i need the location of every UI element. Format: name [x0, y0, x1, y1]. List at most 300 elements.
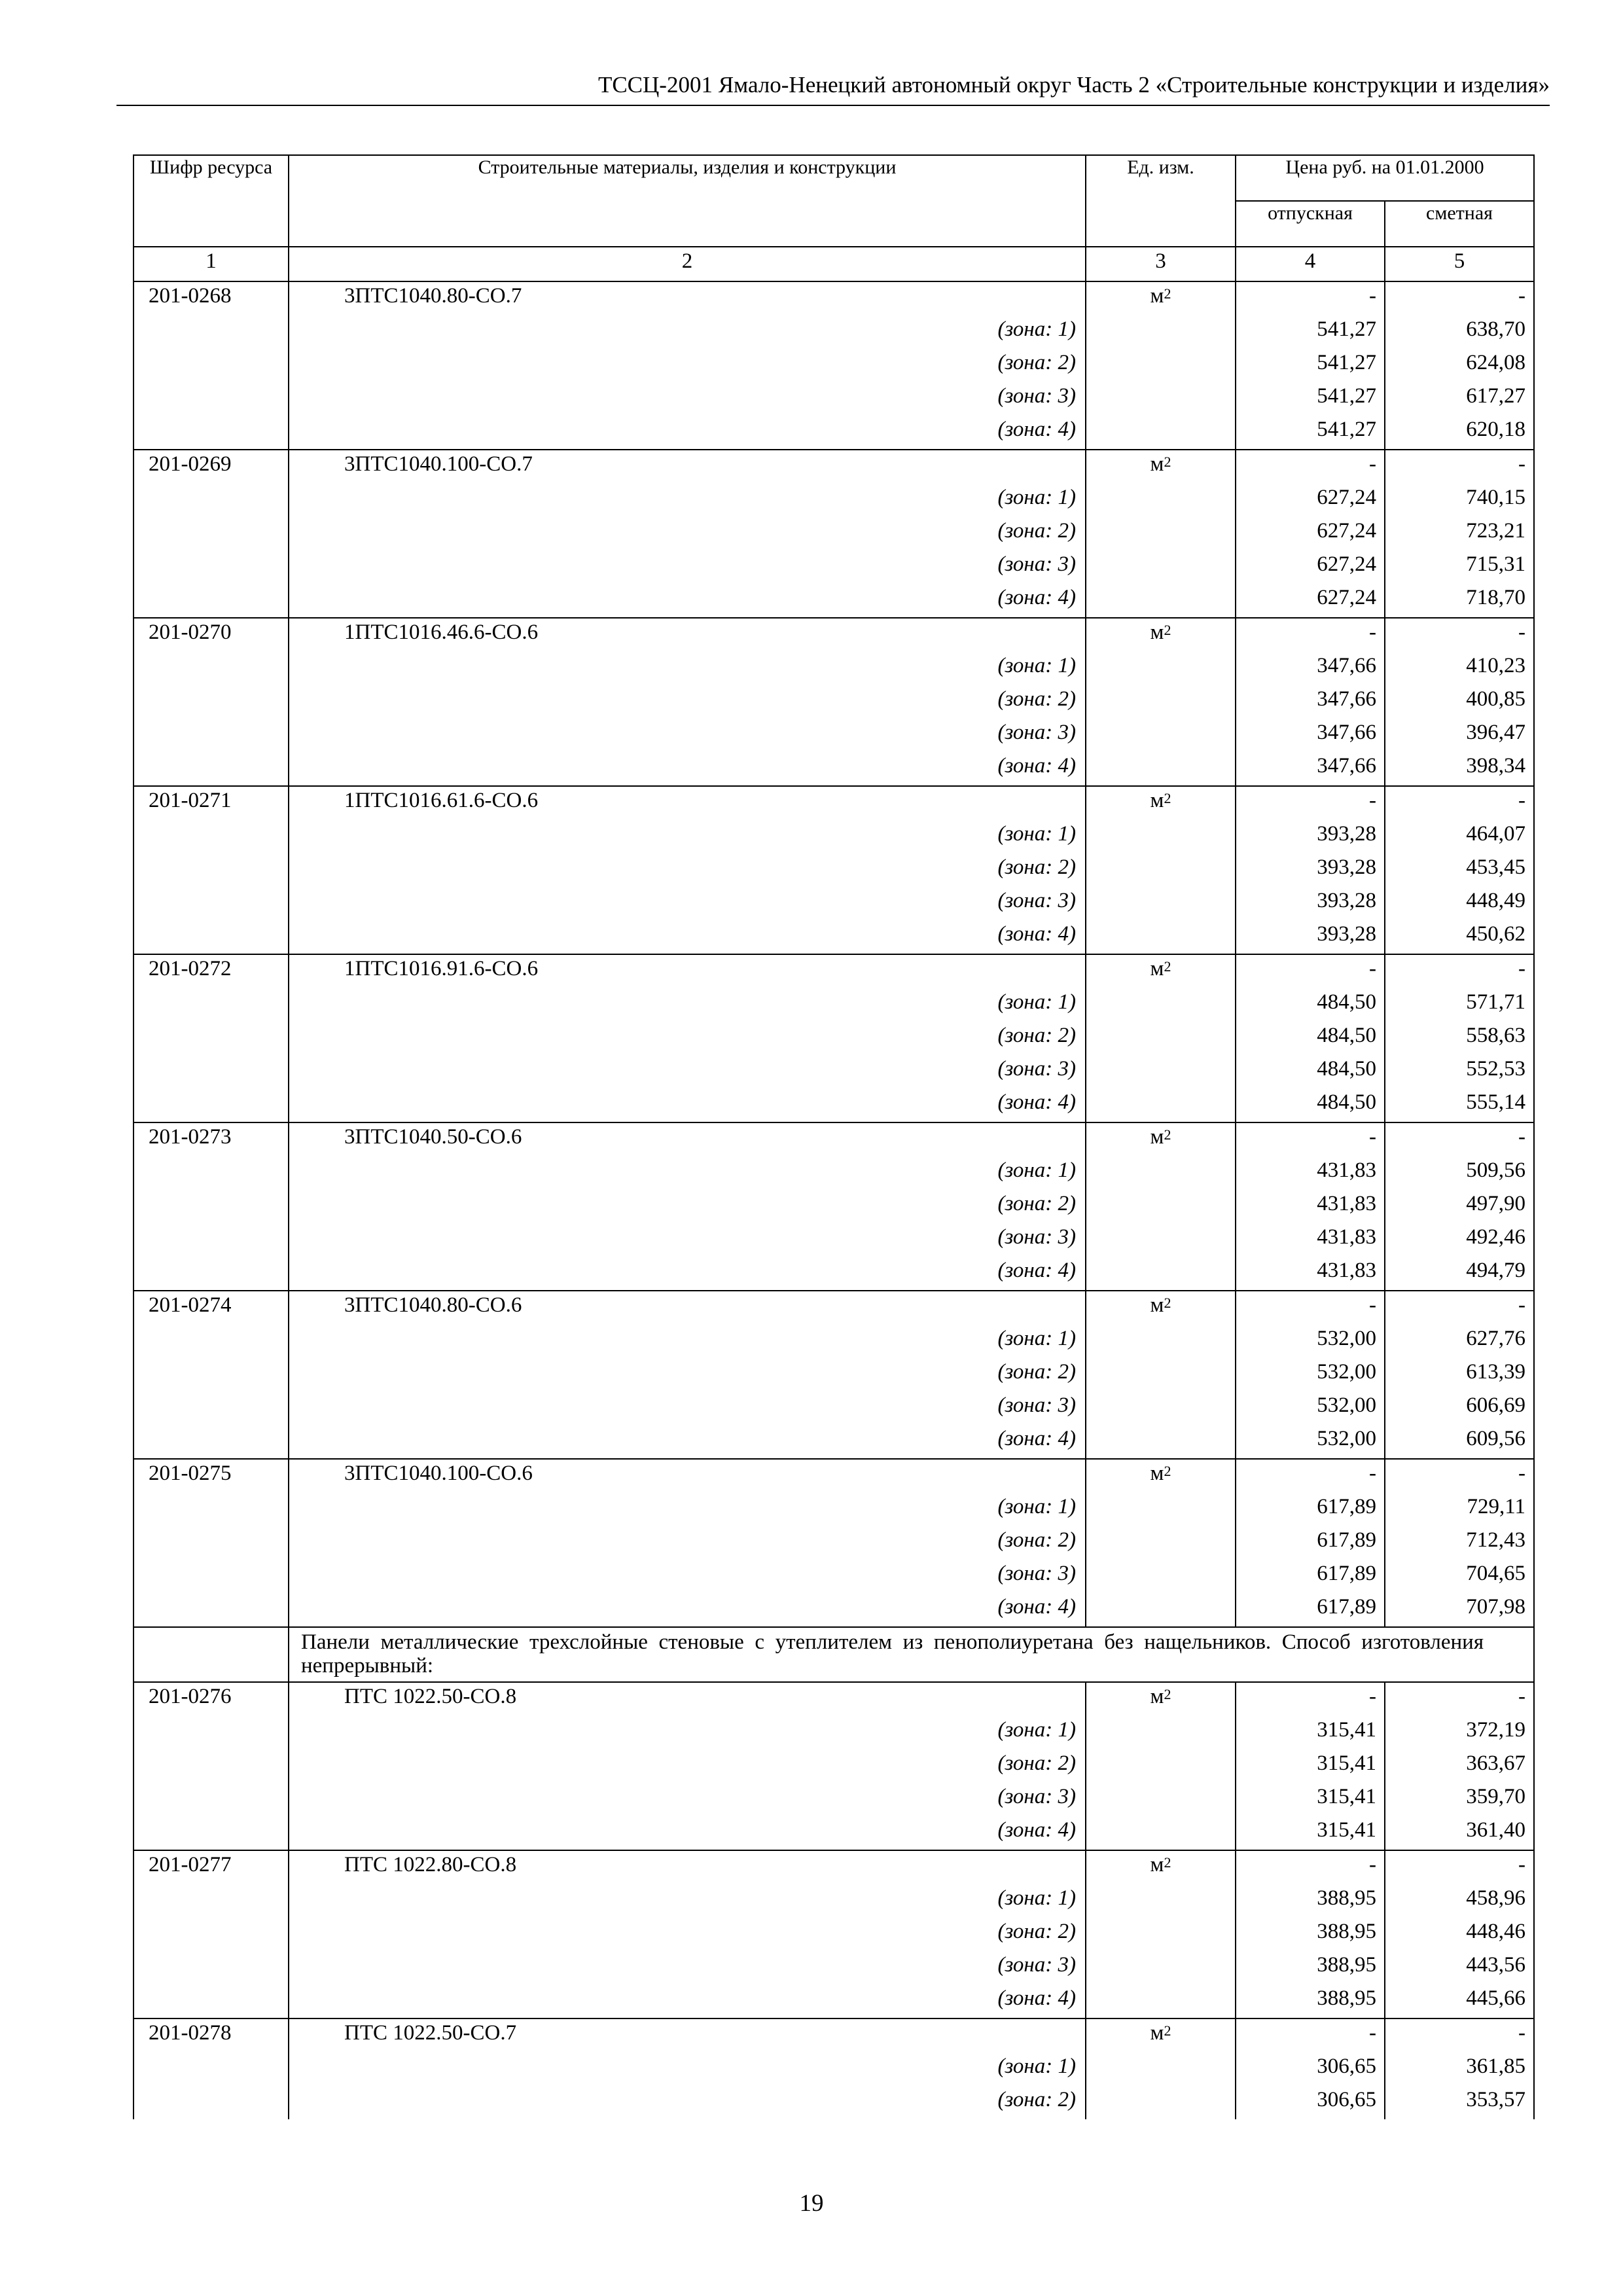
estimate-price: 450,62 — [1385, 920, 1534, 954]
release-price: 393,28 — [1236, 853, 1385, 887]
empty-code-cell — [134, 2086, 289, 2119]
zone-row — [134, 1984, 1534, 2018]
empty-code-cell — [134, 1190, 289, 1223]
column-header-unit: Ед. изм. — [1086, 155, 1236, 247]
unit-cell — [1086, 1122, 1236, 1157]
zone-row — [134, 719, 1534, 752]
table-row — [134, 1850, 1534, 1884]
release-price: - — [1236, 281, 1385, 315]
empty-unit-cell — [1086, 719, 1236, 752]
empty-code-cell — [134, 652, 289, 685]
empty-code-cell — [134, 1526, 289, 1560]
estimate-price: 558,63 — [1385, 1022, 1534, 1055]
table-row — [134, 786, 1534, 820]
unit-base: м — [1150, 1125, 1164, 1149]
unit-base: м — [1150, 957, 1164, 980]
estimate-price: 707,98 — [1385, 1593, 1534, 1627]
zone-row — [134, 1526, 1534, 1560]
unit-base: м — [1150, 1462, 1164, 1485]
release-price: - — [1236, 450, 1385, 484]
estimate-price: 723,21 — [1385, 517, 1534, 550]
zone-label: (зона: 1) — [289, 2053, 1086, 2086]
empty-unit-cell — [1086, 820, 1236, 853]
empty-unit-cell — [1086, 1190, 1236, 1223]
empty-unit-cell — [1086, 1884, 1236, 1918]
zone-label: (зона: 2) — [289, 1749, 1086, 1783]
zone-label: (зона: 4) — [289, 1816, 1086, 1850]
zone-row — [134, 584, 1534, 618]
empty-code-cell — [134, 1716, 289, 1749]
table-body — [134, 281, 1534, 2119]
estimate-price: 620,18 — [1385, 416, 1534, 450]
zone-row — [134, 752, 1534, 786]
release-price: - — [1236, 1459, 1385, 1493]
estimate-price: 715,31 — [1385, 550, 1534, 584]
empty-unit-cell — [1086, 1749, 1236, 1783]
estimate-price: 740,15 — [1385, 484, 1534, 517]
empty-code-cell — [134, 1157, 289, 1190]
release-price: 388,95 — [1236, 1918, 1385, 1951]
estimate-price: 606,69 — [1385, 1391, 1534, 1425]
estimate-price: 497,90 — [1385, 1190, 1534, 1223]
release-price: - — [1236, 786, 1385, 820]
zone-label: (зона: 3) — [289, 887, 1086, 920]
estimate-price: - — [1385, 786, 1534, 820]
release-price: 541,27 — [1236, 349, 1385, 382]
estimate-price: 398,34 — [1385, 752, 1534, 786]
zone-label: (зона: 1) — [289, 988, 1086, 1022]
zone-row — [134, 685, 1534, 719]
zone-row — [134, 1951, 1534, 1984]
zone-row — [134, 1088, 1534, 1122]
zone-row — [134, 1560, 1534, 1593]
zone-label: (зона: 3) — [289, 382, 1086, 416]
empty-unit-cell — [1086, 1918, 1236, 1951]
empty-code-cell — [134, 550, 289, 584]
zone-row — [134, 1918, 1534, 1951]
unit-cell — [1086, 618, 1236, 652]
estimate-price: 509,56 — [1385, 1157, 1534, 1190]
zone-row — [134, 484, 1534, 517]
empty-unit-cell — [1086, 1325, 1236, 1358]
empty-unit-cell — [1086, 1593, 1236, 1627]
column-header-estimate: сметная — [1385, 201, 1534, 247]
zone-label: (зона: 4) — [289, 1088, 1086, 1122]
release-price: 617,89 — [1236, 1593, 1385, 1627]
table-row — [134, 281, 1534, 315]
estimate-price: 396,47 — [1385, 719, 1534, 752]
unit-cell — [1086, 1850, 1236, 1884]
zone-row — [134, 1884, 1534, 1918]
estimate-price: - — [1385, 2018, 1534, 2053]
empty-code-cell — [134, 1055, 289, 1088]
empty-code-cell — [134, 1593, 289, 1627]
release-price: 431,83 — [1236, 1190, 1385, 1223]
estimate-price: 494,79 — [1385, 1257, 1534, 1291]
empty-unit-cell — [1086, 1223, 1236, 1257]
unit-cell — [1086, 786, 1236, 820]
estimate-price: 363,67 — [1385, 1749, 1534, 1783]
release-price: - — [1236, 2018, 1385, 2053]
zone-label: (зона: 3) — [289, 1783, 1086, 1816]
empty-unit-cell — [1086, 315, 1236, 349]
table-row — [134, 1291, 1534, 1325]
resource-name: 1ПТС1016.91.6-СО.6 — [289, 954, 1086, 988]
release-price: 393,28 — [1236, 820, 1385, 853]
zone-row — [134, 853, 1534, 887]
empty-code-cell — [134, 685, 289, 719]
table-row — [134, 618, 1534, 652]
resource-code: 201-0272 — [134, 954, 289, 988]
unit-cell — [1086, 1682, 1236, 1716]
zone-row — [134, 1257, 1534, 1291]
zone-label: (зона: 4) — [289, 1257, 1086, 1291]
zone-label: (зона: 4) — [289, 920, 1086, 954]
zone-row — [134, 1783, 1534, 1816]
section-code-cell — [134, 1627, 289, 1682]
estimate-price: 627,76 — [1385, 1325, 1534, 1358]
empty-unit-cell — [1086, 416, 1236, 450]
empty-unit-cell — [1086, 1526, 1236, 1560]
release-price: 617,89 — [1236, 1560, 1385, 1593]
resource-code: 201-0278 — [134, 2018, 289, 2053]
estimate-price: 448,49 — [1385, 887, 1534, 920]
release-price: 627,24 — [1236, 584, 1385, 618]
zone-row — [134, 1055, 1534, 1088]
empty-unit-cell — [1086, 1493, 1236, 1526]
zone-label: (зона: 1) — [289, 1157, 1086, 1190]
empty-unit-cell — [1086, 2053, 1236, 2086]
zone-label: (зона: 2) — [289, 1918, 1086, 1951]
release-price: 431,83 — [1236, 1157, 1385, 1190]
zone-row — [134, 550, 1534, 584]
table-row — [134, 1682, 1534, 1716]
empty-unit-cell — [1086, 1358, 1236, 1391]
estimate-price: 718,70 — [1385, 584, 1534, 618]
unit-exponent: 2 — [1164, 2022, 1171, 2039]
unit-exponent: 2 — [1164, 790, 1171, 806]
release-price: - — [1236, 1122, 1385, 1157]
column-header-release: отпускная — [1236, 201, 1385, 247]
empty-code-cell — [134, 719, 289, 752]
empty-unit-cell — [1086, 584, 1236, 618]
empty-unit-cell — [1086, 652, 1236, 685]
estimate-price: - — [1385, 618, 1534, 652]
estimate-price: 571,71 — [1385, 988, 1534, 1022]
release-price: 532,00 — [1236, 1425, 1385, 1459]
estimate-price: - — [1385, 1459, 1534, 1493]
unit-base: м — [1150, 1685, 1164, 1708]
empty-unit-cell — [1086, 382, 1236, 416]
estimate-price: 361,40 — [1385, 1816, 1534, 1850]
release-price: - — [1236, 954, 1385, 988]
empty-unit-cell — [1086, 1257, 1236, 1291]
zone-label: (зона: 2) — [289, 1526, 1086, 1560]
unit-base: м — [1150, 452, 1164, 476]
resource-code: 201-0275 — [134, 1459, 289, 1493]
empty-code-cell — [134, 988, 289, 1022]
empty-code-cell — [134, 1425, 289, 1459]
page-number: 19 — [799, 2190, 824, 2217]
zone-row — [134, 1190, 1534, 1223]
resource-code: 201-0271 — [134, 786, 289, 820]
section-title: Панели металлические трехслойные стеновые с утеплителем из пенополиуретана без нащельников. Способ изготовления непрерывный: — [289, 1627, 1534, 1682]
unit-base: м — [1150, 2021, 1164, 2045]
empty-unit-cell — [1086, 752, 1236, 786]
release-price: 617,89 — [1236, 1526, 1385, 1560]
estimate-price: 617,27 — [1385, 382, 1534, 416]
resource-code: 201-0270 — [134, 618, 289, 652]
zone-label: (зона: 3) — [289, 550, 1086, 584]
release-price: 315,41 — [1236, 1816, 1385, 1850]
zone-row — [134, 652, 1534, 685]
estimate-price: 624,08 — [1385, 349, 1534, 382]
release-price: - — [1236, 1682, 1385, 1716]
column-number: 1 — [134, 247, 289, 281]
empty-code-cell — [134, 517, 289, 550]
estimate-price: - — [1385, 1122, 1534, 1157]
empty-code-cell — [134, 349, 289, 382]
zone-label: (зона: 1) — [289, 1716, 1086, 1749]
price-table — [133, 154, 1535, 2119]
release-price: 541,27 — [1236, 315, 1385, 349]
release-price: 347,66 — [1236, 719, 1385, 752]
zone-row — [134, 1157, 1534, 1190]
estimate-price: 552,53 — [1385, 1055, 1534, 1088]
empty-code-cell — [134, 1358, 289, 1391]
empty-unit-cell — [1086, 1055, 1236, 1088]
column-number: 4 — [1236, 247, 1385, 281]
column-header-name: Строительные материалы, изделия и конструкции — [289, 155, 1086, 247]
estimate-price: - — [1385, 1682, 1534, 1716]
zone-label: (зона: 4) — [289, 584, 1086, 618]
column-number: 2 — [289, 247, 1086, 281]
estimate-price: 448,46 — [1385, 1918, 1534, 1951]
zone-label: (зона: 4) — [289, 752, 1086, 786]
empty-code-cell — [134, 1325, 289, 1358]
section-row — [134, 1627, 1534, 1682]
empty-code-cell — [134, 1783, 289, 1816]
estimate-price: 704,65 — [1385, 1560, 1534, 1593]
empty-unit-cell — [1086, 1783, 1236, 1816]
resource-name: ПТС 1022.50-СО.7 — [289, 2018, 1086, 2053]
release-price: 347,66 — [1236, 752, 1385, 786]
empty-code-cell — [134, 853, 289, 887]
release-price: 315,41 — [1236, 1749, 1385, 1783]
release-price: - — [1236, 1291, 1385, 1325]
header-rule — [116, 105, 1550, 106]
zone-label: (зона: 1) — [289, 1325, 1086, 1358]
unit-exponent: 2 — [1164, 1463, 1171, 1479]
release-price: 388,95 — [1236, 1951, 1385, 1984]
zone-label: (зона: 2) — [289, 853, 1086, 887]
table-row — [134, 1459, 1534, 1493]
zone-row — [134, 1223, 1534, 1257]
empty-code-cell — [134, 584, 289, 618]
empty-code-cell — [134, 1560, 289, 1593]
release-price: 347,66 — [1236, 652, 1385, 685]
running-header: ТССЦ-2001 Ямало-Ненецкий автономный округ Часть 2 «Строительные конструкции и изделия» — [597, 72, 1550, 98]
zone-row — [134, 517, 1534, 550]
zone-label: (зона: 1) — [289, 1493, 1086, 1526]
empty-code-cell — [134, 382, 289, 416]
zone-label: (зона: 4) — [289, 1425, 1086, 1459]
unit-cell — [1086, 281, 1236, 315]
zone-label: (зона: 1) — [289, 484, 1086, 517]
column-header-code: Шифр ресурса — [134, 155, 289, 247]
zone-label: (зона: 1) — [289, 820, 1086, 853]
estimate-price: 353,57 — [1385, 2086, 1534, 2119]
zone-row — [134, 2086, 1534, 2119]
zone-label: (зона: 1) — [289, 652, 1086, 685]
empty-unit-cell — [1086, 685, 1236, 719]
empty-unit-cell — [1086, 349, 1236, 382]
release-price: 627,24 — [1236, 550, 1385, 584]
release-price: 484,50 — [1236, 1055, 1385, 1088]
release-price: 617,89 — [1236, 1493, 1385, 1526]
zone-label: (зона: 2) — [289, 685, 1086, 719]
empty-code-cell — [134, 920, 289, 954]
empty-unit-cell — [1086, 1391, 1236, 1425]
empty-unit-cell — [1086, 2086, 1236, 2119]
unit-cell — [1086, 2018, 1236, 2053]
zone-row — [134, 1593, 1534, 1627]
estimate-price: 445,66 — [1385, 1984, 1534, 2018]
table-row — [134, 450, 1534, 484]
empty-code-cell — [134, 1223, 289, 1257]
release-price: 484,50 — [1236, 988, 1385, 1022]
resource-name: 3ПТС1040.100-СО.6 — [289, 1459, 1086, 1493]
unit-exponent: 2 — [1164, 1126, 1171, 1143]
zone-label: (зона: 2) — [289, 1022, 1086, 1055]
release-price: 388,95 — [1236, 1884, 1385, 1918]
zone-row — [134, 820, 1534, 853]
estimate-price: 410,23 — [1385, 652, 1534, 685]
zone-row — [134, 1749, 1534, 1783]
resource-code: 201-0268 — [134, 281, 289, 315]
zone-row — [134, 887, 1534, 920]
empty-unit-cell — [1086, 550, 1236, 584]
unit-exponent: 2 — [1164, 1295, 1171, 1311]
empty-code-cell — [134, 315, 289, 349]
release-price: 306,65 — [1236, 2053, 1385, 2086]
estimate-price: 443,56 — [1385, 1951, 1534, 1984]
estimate-price: 453,45 — [1385, 853, 1534, 887]
zone-row — [134, 920, 1534, 954]
release-price: 393,28 — [1236, 887, 1385, 920]
column-number: 5 — [1385, 247, 1534, 281]
zone-label: (зона: 3) — [289, 1951, 1086, 1984]
release-price: 306,65 — [1236, 2086, 1385, 2119]
zone-label: (зона: 1) — [289, 1884, 1086, 1918]
empty-code-cell — [134, 1088, 289, 1122]
zone-label: (зона: 3) — [289, 1223, 1086, 1257]
release-price: 484,50 — [1236, 1022, 1385, 1055]
zone-row — [134, 1358, 1534, 1391]
zone-label: (зона: 2) — [289, 517, 1086, 550]
column-number: 3 — [1086, 247, 1236, 281]
zone-label: (зона: 3) — [289, 1055, 1086, 1088]
empty-unit-cell — [1086, 1984, 1236, 2018]
zone-label: (зона: 4) — [289, 1593, 1086, 1627]
empty-code-cell — [134, 1493, 289, 1526]
estimate-price: 372,19 — [1385, 1716, 1534, 1749]
release-price: 627,24 — [1236, 484, 1385, 517]
empty-code-cell — [134, 887, 289, 920]
estimate-price: - — [1385, 450, 1534, 484]
empty-unit-cell — [1086, 920, 1236, 954]
empty-unit-cell — [1086, 517, 1236, 550]
resource-code: 201-0274 — [134, 1291, 289, 1325]
unit-exponent: 2 — [1164, 285, 1171, 302]
release-price: 541,27 — [1236, 416, 1385, 450]
empty-code-cell — [134, 1257, 289, 1291]
empty-unit-cell — [1086, 887, 1236, 920]
unit-exponent: 2 — [1164, 454, 1171, 470]
empty-unit-cell — [1086, 1022, 1236, 1055]
unit-base: м — [1150, 620, 1164, 644]
zone-row — [134, 315, 1534, 349]
empty-unit-cell — [1086, 1716, 1236, 1749]
unit-base: м — [1150, 1853, 1164, 1876]
release-price: 627,24 — [1236, 517, 1385, 550]
table-row — [134, 954, 1534, 988]
zone-row — [134, 1325, 1534, 1358]
empty-unit-cell — [1086, 1951, 1236, 1984]
resource-name: 3ПТС1040.100-СО.7 — [289, 450, 1086, 484]
zone-label: (зона: 2) — [289, 2086, 1086, 2119]
resource-code: 201-0277 — [134, 1850, 289, 1884]
zone-row — [134, 382, 1534, 416]
unit-cell — [1086, 1459, 1236, 1493]
estimate-price: 400,85 — [1385, 685, 1534, 719]
release-price: - — [1236, 618, 1385, 652]
unit-exponent: 2 — [1164, 1686, 1171, 1702]
resource-code: 201-0269 — [134, 450, 289, 484]
empty-unit-cell — [1086, 1816, 1236, 1850]
estimate-price: 712,43 — [1385, 1526, 1534, 1560]
resource-name: 1ПТС1016.46.6-СО.6 — [289, 618, 1086, 652]
unit-exponent: 2 — [1164, 622, 1171, 638]
zone-row — [134, 1391, 1534, 1425]
zone-row — [134, 349, 1534, 382]
unit-base: м — [1150, 1293, 1164, 1317]
empty-code-cell — [134, 1022, 289, 1055]
resource-code: 201-0273 — [134, 1122, 289, 1157]
empty-code-cell — [134, 820, 289, 853]
resource-name: 3ПТС1040.80-СО.7 — [289, 281, 1086, 315]
resource-name: 1ПТС1016.61.6-СО.6 — [289, 786, 1086, 820]
release-price: 431,83 — [1236, 1223, 1385, 1257]
zone-label: (зона: 2) — [289, 1358, 1086, 1391]
empty-code-cell — [134, 484, 289, 517]
table-row — [134, 2018, 1534, 2053]
empty-unit-cell — [1086, 1088, 1236, 1122]
empty-code-cell — [134, 1918, 289, 1951]
estimate-price: - — [1385, 1291, 1534, 1325]
release-price: 541,27 — [1236, 382, 1385, 416]
empty-unit-cell — [1086, 1560, 1236, 1593]
empty-code-cell — [134, 1391, 289, 1425]
zone-row — [134, 1716, 1534, 1749]
release-price: 484,50 — [1236, 1088, 1385, 1122]
empty-unit-cell — [1086, 853, 1236, 887]
unit-cell — [1086, 1291, 1236, 1325]
zone-label: (зона: 3) — [289, 1560, 1086, 1593]
release-price: 393,28 — [1236, 920, 1385, 954]
release-price: 388,95 — [1236, 1984, 1385, 2018]
resource-name: 3ПТС1040.50-СО.6 — [289, 1122, 1086, 1157]
